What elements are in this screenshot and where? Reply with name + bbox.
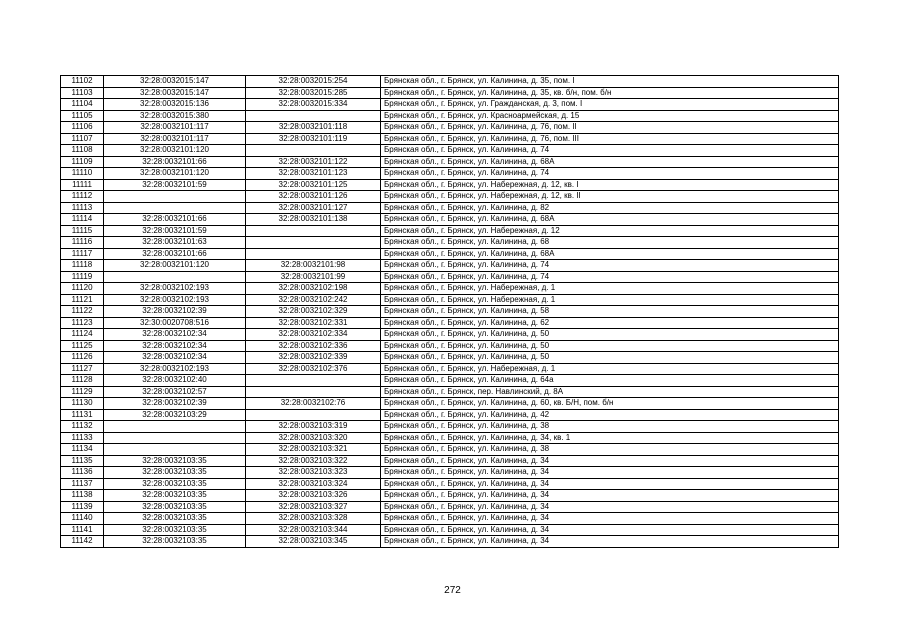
address-cell: Брянская обл., г. Брянск, ул. Набережная, д. 1 (381, 283, 839, 295)
table-row (61, 248, 839, 260)
row-number-cell: 11130 (61, 398, 104, 410)
row-number-cell: 11118 (61, 260, 104, 272)
address-cell: Брянская обл., г. Брянск, ул. Калинина, д. 35, кв. б/н, пом. б/н (381, 87, 839, 99)
address-cell: Брянская обл., г. Брянск, ул. Калинина, д. 50 (381, 352, 839, 364)
cadastral-number-object-cell: 32:28:0032102:376 (246, 363, 381, 375)
cadastral-number-parcel-cell: 32:28:0032103:35 (104, 490, 246, 502)
cadastral-number-parcel-cell: 32:28:0032015:380 (104, 110, 246, 122)
cadastral-number-object-cell: 32:28:0032103:327 (246, 501, 381, 513)
cadastral-number-parcel-cell (104, 421, 246, 433)
table-row (61, 133, 839, 145)
address-cell: Брянская обл., г. Брянск, ул. Калинина, д. 50 (381, 329, 839, 341)
cadastral-number-object-cell: 32:28:0032103:321 (246, 444, 381, 456)
cadastral-number-parcel-cell: 32:28:0032102:39 (104, 398, 246, 410)
table-row (61, 513, 839, 525)
cadastral-number-object-cell (246, 386, 381, 398)
table-row (61, 329, 839, 341)
cadastral-number-parcel-cell (104, 444, 246, 456)
row-number-cell: 11134 (61, 444, 104, 456)
row-number-cell: 11126 (61, 352, 104, 364)
address-cell: Брянская обл., г. Брянск, ул. Калинина, д. 58 (381, 306, 839, 318)
cadastral-number-object-cell: 32:28:0032015:254 (246, 76, 381, 88)
address-cell: Брянская обл., г. Брянск, ул. Калинина, д. 62 (381, 317, 839, 329)
cadastral-number-object-cell: 32:28:0032103:319 (246, 421, 381, 433)
address-cell: Брянская обл., г. Брянск, ул. Калинина, д. 34 (381, 455, 839, 467)
address-cell: Брянская обл., г. Брянск, ул. Калинина, д. 35, пом. I (381, 76, 839, 88)
row-number-cell: 11133 (61, 432, 104, 444)
cadastral-number-object-cell (246, 110, 381, 122)
row-number-cell: 11136 (61, 467, 104, 479)
cadastral-number-parcel-cell (104, 432, 246, 444)
cadastral-number-parcel-cell: 32:28:0032102:34 (104, 340, 246, 352)
row-number-cell: 11116 (61, 237, 104, 249)
address-cell: Брянская обл., г. Брянск, ул. Калинина, д. 38 (381, 444, 839, 456)
cadastral-number-object-cell: 32:28:0032102:336 (246, 340, 381, 352)
table-row (61, 145, 839, 157)
row-number-cell: 11113 (61, 202, 104, 214)
address-cell: Брянская обл., г. Брянск, ул. Калинина, д. 76, пом. III (381, 133, 839, 145)
address-cell: Брянская обл., г. Брянск, ул. Калинина, д. 68А (381, 156, 839, 168)
table-row (61, 398, 839, 410)
row-number-cell: 11110 (61, 168, 104, 180)
cadastral-number-parcel-cell: 32:28:0032102:57 (104, 386, 246, 398)
cadastral-number-object-cell: 32:28:0032102:198 (246, 283, 381, 295)
table-row (61, 490, 839, 502)
address-cell: Брянская обл., г. Брянск, ул. Калинина, д. 50 (381, 340, 839, 352)
row-number-cell: 11122 (61, 306, 104, 318)
table-row (61, 536, 839, 548)
table-row (61, 455, 839, 467)
table-row (61, 352, 839, 364)
cadastral-number-object-cell: 32:28:0032101:123 (246, 168, 381, 180)
address-cell: Брянская обл., г. Брянск, ул. Калинина, д. 34, кв. 1 (381, 432, 839, 444)
address-cell: Брянская обл., г. Брянск, ул. Калинина, д. 74 (381, 168, 839, 180)
row-number-cell: 11117 (61, 248, 104, 260)
address-cell: Брянская обл., г. Брянск, ул. Калинина, д. 60, кв. Б/Н, пом. б/н (381, 398, 839, 410)
table-row (61, 444, 839, 456)
cadastral-table (60, 75, 839, 548)
table-row (61, 421, 839, 433)
cadastral-number-object-cell (246, 375, 381, 387)
table-row (61, 340, 839, 352)
cadastral-number-parcel-cell: 32:28:0032102:34 (104, 329, 246, 341)
cadastral-number-parcel-cell: 32:28:0032102:193 (104, 294, 246, 306)
cadastral-number-object-cell: 32:28:0032102:329 (246, 306, 381, 318)
table-row (61, 225, 839, 237)
row-number-cell: 11114 (61, 214, 104, 226)
row-number-cell: 11132 (61, 421, 104, 433)
cadastral-number-object-cell: 32:28:0032101:118 (246, 122, 381, 134)
cadastral-number-parcel-cell: 32:28:0032102:39 (104, 306, 246, 318)
cadastral-number-object-cell: 32:28:0032101:122 (246, 156, 381, 168)
address-cell: Брянская обл., г. Брянск, ул. Калинина, д. 68А (381, 214, 839, 226)
row-number-cell: 11135 (61, 455, 104, 467)
cadastral-number-object-cell (246, 409, 381, 421)
cadastral-number-parcel-cell: 32:28:0032101:59 (104, 179, 246, 191)
cadastral-number-object-cell (246, 225, 381, 237)
table-row (61, 110, 839, 122)
row-number-cell: 11141 (61, 524, 104, 536)
address-cell: Брянская обл., г. Брянск, ул. Калинина, д. 74 (381, 145, 839, 157)
cadastral-number-parcel-cell: 32:28:0032102:40 (104, 375, 246, 387)
table-row (61, 179, 839, 191)
address-cell: Брянская обл., г. Брянск, ул. Калинина, д. 42 (381, 409, 839, 421)
table-row (61, 432, 839, 444)
row-number-cell: 11129 (61, 386, 104, 398)
address-cell: Брянская обл., г. Брянск, ул. Гражданская, д. 3, пом. I (381, 99, 839, 111)
table-row (61, 260, 839, 272)
address-cell: Брянская обл., г. Брянск, ул. Калинина, д. 74 (381, 271, 839, 283)
row-number-cell: 11121 (61, 294, 104, 306)
table-row (61, 202, 839, 214)
address-cell: Брянская обл., г. Брянск, ул. Набережная, д. 12, кв. II (381, 191, 839, 203)
cadastral-number-object-cell (246, 237, 381, 249)
address-cell: Брянская обл., г. Брянск, ул. Набережная, д. 1 (381, 294, 839, 306)
cadastral-number-object-cell (246, 248, 381, 260)
row-number-cell: 11109 (61, 156, 104, 168)
table-row (61, 375, 839, 387)
row-number-cell: 11102 (61, 76, 104, 88)
cadastral-number-parcel-cell: 32:28:0032103:29 (104, 409, 246, 421)
address-cell: Брянская обл., г. Брянск, ул. Набережная, д. 1 (381, 363, 839, 375)
table-row (61, 271, 839, 283)
table-row (61, 306, 839, 318)
row-number-cell: 11115 (61, 225, 104, 237)
row-number-cell: 11137 (61, 478, 104, 490)
address-cell: Брянская обл., г. Брянск, ул. Калинина, д. 34 (381, 524, 839, 536)
cadastral-number-parcel-cell: 32:28:0032101:120 (104, 145, 246, 157)
cadastral-number-parcel-cell (104, 191, 246, 203)
cadastral-number-object-cell: 32:28:0032101:98 (246, 260, 381, 272)
cadastral-number-parcel-cell: 32:28:0032015:136 (104, 99, 246, 111)
cadastral-number-object-cell: 32:28:0032101:127 (246, 202, 381, 214)
table-row (61, 122, 839, 134)
row-number-cell: 11123 (61, 317, 104, 329)
table-row (61, 363, 839, 375)
cadastral-number-parcel-cell: 32:28:0032101:63 (104, 237, 246, 249)
cadastral-number-object-cell: 32:28:0032101:125 (246, 179, 381, 191)
cadastral-number-parcel-cell: 32:28:0032015:147 (104, 76, 246, 88)
cadastral-number-object-cell: 32:28:0032101:99 (246, 271, 381, 283)
cadastral-number-object-cell: 32:28:0032103:323 (246, 467, 381, 479)
table-row (61, 317, 839, 329)
cadastral-number-object-cell: 32:28:0032102:242 (246, 294, 381, 306)
cadastral-number-parcel-cell (104, 202, 246, 214)
cadastral-number-parcel-cell: 32:28:0032103:35 (104, 513, 246, 525)
table-row (61, 409, 839, 421)
address-cell: Брянская обл., г. Брянск, ул. Калинина, д. 82 (381, 202, 839, 214)
row-number-cell: 11120 (61, 283, 104, 295)
page-number: 272 (444, 585, 461, 596)
cadastral-number-parcel-cell: 32:28:0032103:35 (104, 478, 246, 490)
cadastral-number-parcel-cell: 32:28:0032102:34 (104, 352, 246, 364)
address-cell: Брянская обл., г. Брянск, ул. Калинина, д. 34 (381, 536, 839, 548)
cadastral-number-parcel-cell: 32:28:0032101:120 (104, 260, 246, 272)
address-cell: Брянская обл., г. Брянск, ул. Калинина, д. 68 (381, 237, 839, 249)
cadastral-number-object-cell: 32:28:0032103:324 (246, 478, 381, 490)
row-number-cell: 11138 (61, 490, 104, 502)
cadastral-number-parcel-cell: 32:28:0032101:66 (104, 156, 246, 168)
table-row (61, 214, 839, 226)
address-cell: Брянская обл., г. Брянск, ул. Калинина, д. 34 (381, 467, 839, 479)
address-cell: Брянская обл., г. Брянск, ул. Калинина, д. 38 (381, 421, 839, 433)
address-cell: Брянская обл., г. Брянск, ул. Калинина, д. 74 (381, 260, 839, 272)
row-number-cell: 11103 (61, 87, 104, 99)
address-cell: Брянская обл., г. Брянск, ул. Калинина, д. 34 (381, 478, 839, 490)
cadastral-number-object-cell: 32:28:0032101:138 (246, 214, 381, 226)
cadastral-number-parcel-cell: 32:28:0032101:117 (104, 133, 246, 145)
address-cell: Брянская обл., г. Брянск, ул. Калинина, д. 76, пом. II (381, 122, 839, 134)
cadastral-number-object-cell (246, 145, 381, 157)
cadastral-number-parcel-cell: 32:28:0032101:59 (104, 225, 246, 237)
table-row (61, 156, 839, 168)
table-row (61, 87, 839, 99)
cadastral-number-parcel-cell: 32:28:0032101:66 (104, 214, 246, 226)
address-cell: Брянская обл., г. Брянск, ул. Набережная, д. 12 (381, 225, 839, 237)
row-number-cell: 11119 (61, 271, 104, 283)
cadastral-number-object-cell: 32:28:0032103:320 (246, 432, 381, 444)
address-cell: Брянская обл., г. Брянск, ул. Калинина, д. 34 (381, 501, 839, 513)
cadastral-number-parcel-cell: 32:28:0032102:193 (104, 283, 246, 295)
table-row (61, 294, 839, 306)
table-row (61, 478, 839, 490)
cadastral-number-parcel-cell: 32:28:0032015:147 (104, 87, 246, 99)
row-number-cell: 11105 (61, 110, 104, 122)
table-row (61, 76, 839, 88)
table-row (61, 524, 839, 536)
row-number-cell: 11139 (61, 501, 104, 513)
table-body (61, 76, 839, 548)
address-cell: Брянская обл., г. Брянск, ул. Калинина, д. 64а (381, 375, 839, 387)
cadastral-number-object-cell: 32:28:0032101:119 (246, 133, 381, 145)
cadastral-number-object-cell: 32:28:0032103:344 (246, 524, 381, 536)
cadastral-number-parcel-cell: 32:28:0032103:35 (104, 524, 246, 536)
cadastral-number-parcel-cell: 32:28:0032101:66 (104, 248, 246, 260)
cadastral-number-object-cell: 32:28:0032103:328 (246, 513, 381, 525)
table-row (61, 501, 839, 513)
row-number-cell: 11107 (61, 133, 104, 145)
cadastral-number-parcel-cell: 32:30:0020708:516 (104, 317, 246, 329)
cadastral-number-object-cell: 32:28:0032015:334 (246, 99, 381, 111)
cadastral-number-object-cell: 32:28:0032103:345 (246, 536, 381, 548)
address-cell: Брянская обл., г. Брянск, ул. Калинина, д. 68А (381, 248, 839, 260)
row-number-cell: 11112 (61, 191, 104, 203)
cadastral-number-object-cell: 32:28:0032102:334 (246, 329, 381, 341)
table-row (61, 467, 839, 479)
table-row (61, 99, 839, 111)
cadastral-number-object-cell: 32:28:0032015:285 (246, 87, 381, 99)
cadastral-number-parcel-cell: 32:28:0032103:35 (104, 501, 246, 513)
cadastral-number-object-cell: 32:28:0032102:331 (246, 317, 381, 329)
cadastral-number-parcel-cell (104, 271, 246, 283)
cadastral-number-object-cell: 32:28:0032102:76 (246, 398, 381, 410)
table-row (61, 283, 839, 295)
cadastral-number-object-cell: 32:28:0032103:322 (246, 455, 381, 467)
cadastral-number-parcel-cell: 32:28:0032101:117 (104, 122, 246, 134)
row-number-cell: 11131 (61, 409, 104, 421)
row-number-cell: 11111 (61, 179, 104, 191)
table-row (61, 237, 839, 249)
table-row (61, 191, 839, 203)
address-cell: Брянская обл., г. Брянск, пер. Навлинский, д. 8А (381, 386, 839, 398)
address-cell: Брянская обл., г. Брянск, ул. Калинина, д. 34 (381, 490, 839, 502)
row-number-cell: 11125 (61, 340, 104, 352)
row-number-cell: 11140 (61, 513, 104, 525)
row-number-cell: 11127 (61, 363, 104, 375)
address-cell: Брянская обл., г. Брянск, ул. Калинина, д. 34 (381, 513, 839, 525)
row-number-cell: 11128 (61, 375, 104, 387)
cadastral-number-parcel-cell: 32:28:0032103:35 (104, 536, 246, 548)
cadastral-number-parcel-cell: 32:28:0032103:35 (104, 455, 246, 467)
row-number-cell: 11124 (61, 329, 104, 341)
address-cell: Брянская обл., г. Брянск, ул. Красноармейская, д. 15 (381, 110, 839, 122)
cadastral-number-object-cell: 32:28:0032103:326 (246, 490, 381, 502)
row-number-cell: 11142 (61, 536, 104, 548)
table-row (61, 386, 839, 398)
cadastral-number-parcel-cell: 32:28:0032103:35 (104, 467, 246, 479)
cadastral-number-object-cell: 32:28:0032102:339 (246, 352, 381, 364)
row-number-cell: 11104 (61, 99, 104, 111)
row-number-cell: 11108 (61, 145, 104, 157)
cadastral-number-parcel-cell: 32:28:0032102:193 (104, 363, 246, 375)
row-number-cell: 11106 (61, 122, 104, 134)
table-row (61, 168, 839, 180)
address-cell: Брянская обл., г. Брянск, ул. Набережная, д. 12, кв. I (381, 179, 839, 191)
cadastral-number-parcel-cell: 32:28:0032101:120 (104, 168, 246, 180)
cadastral-number-object-cell: 32:28:0032101:126 (246, 191, 381, 203)
